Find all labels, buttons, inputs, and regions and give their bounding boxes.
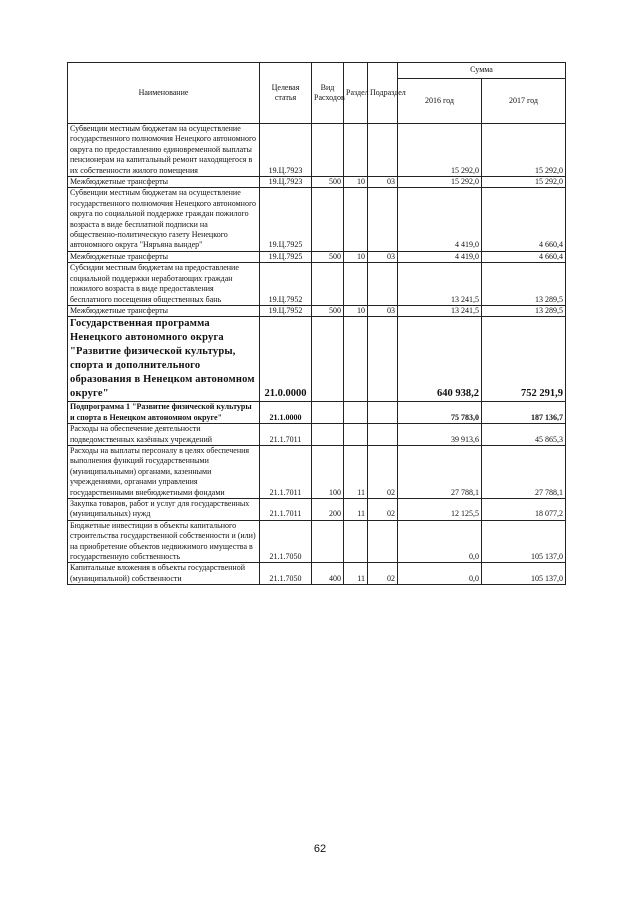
row-razdel: 10	[344, 305, 368, 316]
row-name: Капитальные вложения в объекты государственной (муниципальной) собственности	[68, 563, 260, 585]
row-2017: 13 289,5	[482, 305, 566, 316]
table-row	[68, 424, 566, 446]
row-2016: 13 241,5	[398, 305, 482, 316]
header-target: Целевая статья	[260, 63, 312, 124]
row-podrazdel	[368, 520, 398, 563]
row-vid	[312, 263, 344, 306]
table-row	[68, 305, 566, 316]
row-razdel	[344, 124, 368, 177]
row-vid: 200	[312, 498, 344, 520]
row-razdel	[344, 188, 368, 251]
table-row	[68, 251, 566, 262]
row-razdel	[344, 402, 368, 424]
row-2016: 0,0	[398, 563, 482, 585]
row-vid: 100	[312, 445, 344, 498]
row-podrazdel: 03	[368, 251, 398, 262]
row-name: Субвенции местным бюджетам на осуществление государственного полномочия Ненецкого автономного округа по социальной поддержке граждан пожилого возраста в виде бесплатной подписки на общественно-политическую газету Ненецкого автономного округа "Няръяна вындер"	[68, 188, 260, 251]
row-target: 21.1.7011	[260, 498, 312, 520]
row-2017: 187 136,7	[482, 402, 566, 424]
row-name: Межбюджетные трансферты	[68, 251, 260, 262]
row-vid: 400	[312, 563, 344, 585]
row-target: 19.Ц.7952	[260, 263, 312, 306]
row-2016: 15 292,0	[398, 177, 482, 188]
row-target: 19.Ц.7925	[260, 251, 312, 262]
table-row	[68, 498, 566, 520]
row-2016: 640 938,2	[398, 317, 482, 402]
row-2017: 18 077,2	[482, 498, 566, 520]
header-summa: Сумма	[398, 63, 566, 79]
page-number: 62	[313, 843, 327, 855]
row-2016: 75 783,0	[398, 402, 482, 424]
row-name: Субвенции местным бюджетам на осуществление государственного полномочия Ненецкого автономного округа по предоставлению единовременной выплаты пенсионерам на капитальный ремонт находящегося в их собственности жилого помещения	[68, 124, 260, 177]
row-name: Расходы на выплаты персоналу в целях обеспечения выполнения функций государственными (муниципальными) органами, казенными учреждениями, органами управления государственными внебюджетными фондами	[68, 445, 260, 498]
row-razdel: 10	[344, 177, 368, 188]
row-2016: 0,0	[398, 520, 482, 563]
row-podrazdel: 02	[368, 498, 398, 520]
row-razdel: 11	[344, 445, 368, 498]
row-2017: 45 865,3	[482, 424, 566, 446]
row-podrazdel	[368, 124, 398, 177]
row-2016: 4 419,0	[398, 188, 482, 251]
table-row-subprogram	[68, 402, 566, 424]
row-2017: 15 292,0	[482, 124, 566, 177]
row-razdel	[344, 424, 368, 446]
row-name: Межбюджетные трансферты	[68, 177, 260, 188]
row-target: 19.Ц.7925	[260, 188, 312, 251]
row-podrazdel: 03	[368, 305, 398, 316]
header-2017: 2017 год	[482, 79, 566, 124]
table-row	[68, 188, 566, 251]
row-razdel: 11	[344, 498, 368, 520]
row-2017: 4 660,4	[482, 251, 566, 262]
row-podrazdel	[368, 424, 398, 446]
row-target: 19.Ц.7952	[260, 305, 312, 316]
row-name: Подпрограмма 1 "Развитие физической культуры и спорта в Ненецком автономном округе"	[68, 402, 260, 424]
row-2017: 4 660,4	[482, 188, 566, 251]
row-vid	[312, 188, 344, 251]
row-2016: 13 241,5	[398, 263, 482, 306]
row-podrazdel	[368, 188, 398, 251]
row-2016: 15 292,0	[398, 124, 482, 177]
row-razdel: 10	[344, 251, 368, 262]
table-row	[68, 263, 566, 306]
row-vid: 500	[312, 177, 344, 188]
table-row	[68, 563, 566, 585]
row-vid	[312, 402, 344, 424]
table-row	[68, 177, 566, 188]
row-podrazdel	[368, 317, 398, 402]
row-vid	[312, 520, 344, 563]
row-target: 19.Ц.7923	[260, 124, 312, 177]
row-name: Межбюджетные трансферты	[68, 305, 260, 316]
row-name: Бюджетные инвестиции в объекты капитального строительства государственной собственности и (или) на приобретение объектов недвижимого имущества в государственную собственность	[68, 520, 260, 563]
header-razdel: Раздел	[344, 63, 368, 124]
row-razdel: 11	[344, 563, 368, 585]
row-name: Субсидии местным бюджетам на предоставление социальной поддержки неработающих граждан пожилого возраста в виде предоставления бесплатного посещения общественных бань	[68, 263, 260, 306]
row-podrazdel: 02	[368, 445, 398, 498]
row-vid	[312, 317, 344, 402]
row-name: Закупка товаров, работ и услуг для государственных (муниципальных) нужд	[68, 498, 260, 520]
budget-table	[67, 62, 566, 585]
row-target: 21.1.7011	[260, 424, 312, 446]
row-razdel	[344, 263, 368, 306]
row-razdel	[344, 520, 368, 563]
row-podrazdel	[368, 402, 398, 424]
row-podrazdel: 03	[368, 177, 398, 188]
row-2017: 27 788,1	[482, 445, 566, 498]
row-podrazdel	[368, 263, 398, 306]
row-2017: 13 289,5	[482, 263, 566, 306]
row-podrazdel: 02	[368, 563, 398, 585]
row-vid: 500	[312, 251, 344, 262]
row-vid	[312, 124, 344, 177]
row-2016: 27 788,1	[398, 445, 482, 498]
row-name: Государственная программа Ненецкого автономного округа "Развитие физической культуры, спорта и дополнительного образования в Ненецком автономном округе"	[68, 317, 260, 402]
header-2016: 2016 год	[398, 79, 482, 124]
row-target: 21.1.7050	[260, 563, 312, 585]
row-target: 21.1.0000	[260, 402, 312, 424]
row-razdel	[344, 317, 368, 402]
table-row	[68, 445, 566, 498]
row-2017: 105 137,0	[482, 563, 566, 585]
row-2016: 39 913,6	[398, 424, 482, 446]
row-2016: 12 125,5	[398, 498, 482, 520]
table-row	[68, 520, 566, 563]
header-podrazdel: Подраздел	[368, 63, 398, 124]
row-vid: 500	[312, 305, 344, 316]
row-2017: 752 291,9	[482, 317, 566, 402]
row-2016: 4 419,0	[398, 251, 482, 262]
header-name: Наименование	[68, 63, 260, 124]
header-vid: Вид Расходов	[312, 63, 344, 124]
row-target: 21.1.7011	[260, 445, 312, 498]
table-row-program	[68, 317, 566, 402]
row-2017: 15 292,0	[482, 177, 566, 188]
row-name: Расходы на обеспечение деятельности подведомственных казённых учреждений	[68, 424, 260, 446]
row-target: 19.Ц.7923	[260, 177, 312, 188]
row-target: 21.0.0000	[260, 317, 312, 402]
row-vid	[312, 424, 344, 446]
table-row	[68, 124, 566, 177]
row-2017: 105 137,0	[482, 520, 566, 563]
row-target: 21.1.7050	[260, 520, 312, 563]
